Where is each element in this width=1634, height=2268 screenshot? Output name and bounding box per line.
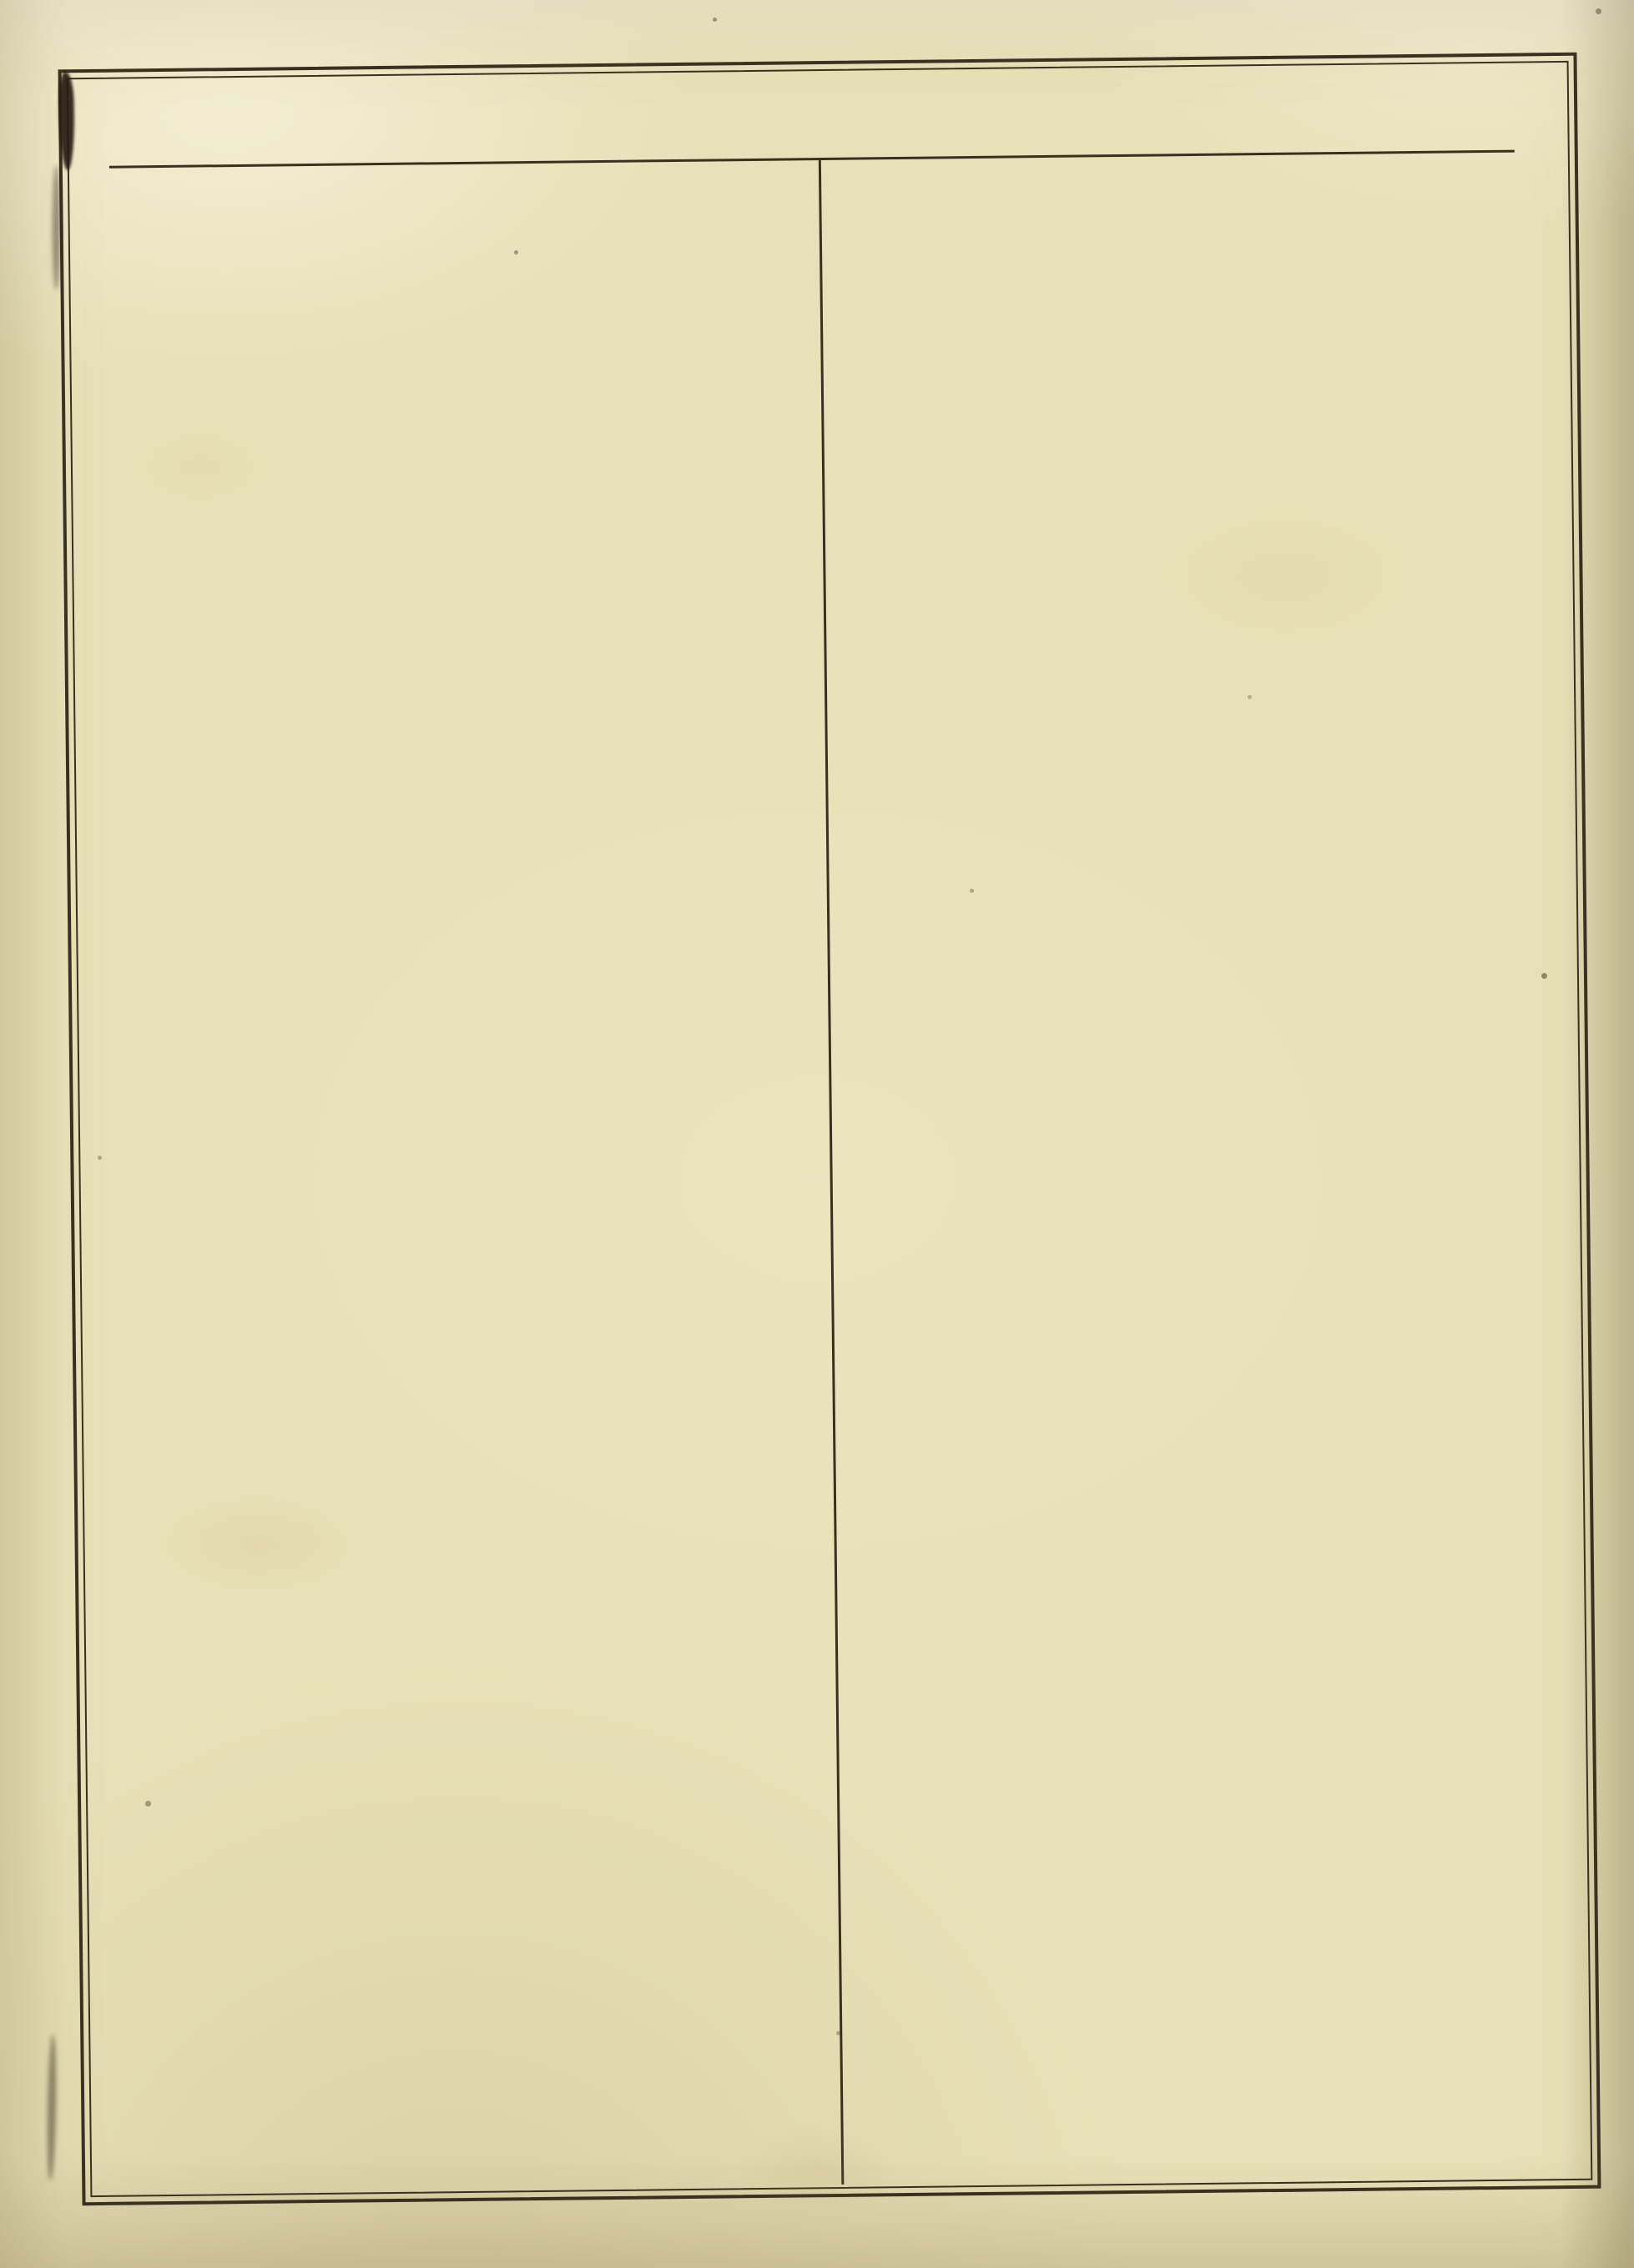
page-border-inner-rule bbox=[67, 61, 1593, 2197]
page-header bbox=[68, 63, 1568, 169]
two-column-text-area bbox=[69, 152, 1591, 2193]
gutter-ink-smudge bbox=[46, 2034, 57, 2180]
page-title bbox=[68, 84, 1567, 101]
paper-specks bbox=[0, 0, 3, 3]
page-border-frame bbox=[58, 53, 1601, 2205]
left-column bbox=[69, 160, 841, 2193]
right-column bbox=[821, 152, 1591, 2185]
